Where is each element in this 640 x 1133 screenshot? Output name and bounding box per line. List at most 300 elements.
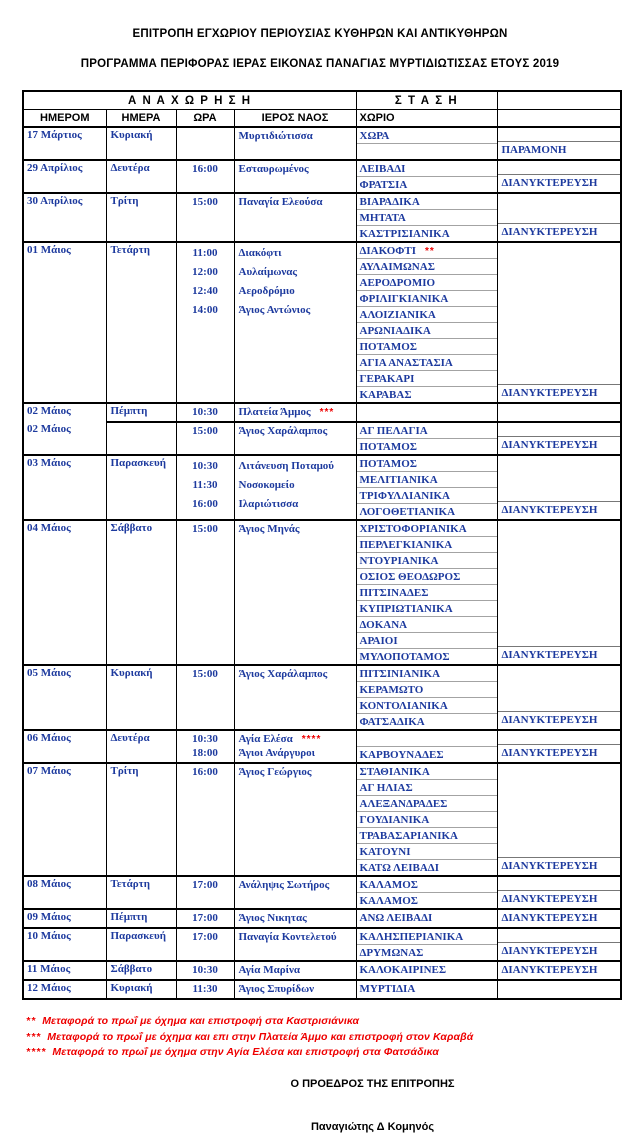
village-row (357, 225, 497, 241)
date-cell: 07 Μάιος (23, 763, 106, 876)
footnote (26, 1014, 640, 1030)
stay-status: ΔΙΑΝΥΚΤΕΡΕΥΣΗ (498, 890, 621, 908)
time-value: 14:00 (192, 304, 218, 316)
village-row (357, 521, 497, 536)
schedule-row (23, 909, 621, 928)
village-name: ΜΕΛΙΤΙΑΝΙΚΑ (359, 474, 438, 486)
village-row (357, 666, 497, 681)
schedule-row (23, 928, 621, 961)
village-row (357, 779, 497, 795)
time-cell (176, 422, 234, 455)
church-name (239, 129, 356, 143)
church-label: Άγιος Νικητας (238, 912, 307, 924)
date-cell: 12 Μάιος (23, 980, 106, 999)
village-cell (356, 961, 497, 980)
village-row (357, 274, 497, 290)
village-name: ΧΩΡΑ (359, 130, 390, 142)
village-cell (356, 928, 497, 961)
village-cell (356, 160, 497, 193)
date-cell: 01 Μάιος (23, 242, 106, 403)
footnotes-section (26, 1014, 640, 1061)
date-cell: 17 Μάρτιος (23, 127, 106, 160)
footnote-marker: **** (26, 1046, 47, 1058)
schedule-row (23, 665, 621, 730)
village-name: ΚΑΤΟΥΝΙ (359, 846, 411, 858)
church-name (239, 282, 356, 301)
church-name (239, 162, 356, 176)
footnote-text: Μεταφορά το πρωΐ με όχημα στην Αγία Ελέσα και επιστροφή στα Φατσάδικα (49, 1046, 439, 1058)
footnote (26, 1045, 640, 1061)
village-name: ΠΟΤΑΜΟΣ (359, 458, 417, 470)
village-name: ΠΟΤΑΜΟΣ (359, 441, 417, 453)
church-name (239, 263, 356, 282)
church-label: Αγία Μαρίνα (238, 964, 301, 976)
church-cell (234, 909, 356, 928)
village-name: ΑΓ ΗΛΙΑΣ (359, 782, 413, 794)
village-name: ΚΑΛΗΣΠΕΡΙΑΝΙΚΑ (359, 931, 464, 943)
church-cell (234, 961, 356, 980)
date-cell: 08 Μάιος (23, 876, 106, 909)
schedule-row (23, 520, 621, 665)
village-name: ΒΙΑΡΑΔΙΚΑ (359, 196, 420, 208)
village-row (357, 981, 497, 996)
stay-status: ΔΙΑΝΥΚΤΕΡΕΥΣΗ (498, 384, 621, 402)
village-row (357, 811, 497, 827)
day-cell: Τετάρτη (106, 876, 176, 909)
church-cell (234, 763, 356, 876)
village-row (357, 370, 497, 386)
village-row (357, 910, 497, 925)
stay-status: ΔΙΑΝΥΚΤΕΡΕΥΣΗ (498, 744, 621, 762)
village-name: ΑΛΕΞΑΝΔΡΑΔΕΣ (359, 798, 448, 810)
church-name (239, 405, 356, 419)
time-value: 10:30 (192, 460, 218, 472)
church-name (239, 476, 356, 495)
day-cell: Σάββατο (106, 520, 176, 665)
village-name: ΔΡΥΜΩΝΑΣ (359, 947, 424, 959)
header-empty-bottom (497, 110, 621, 128)
footnote-marker: ** (26, 1015, 37, 1027)
stay-cell (497, 909, 621, 928)
village-row (357, 258, 497, 274)
village-cell (356, 763, 497, 876)
church-label: Ιλαριώτισσα (238, 498, 299, 510)
village-cell (356, 242, 497, 403)
village-row (357, 552, 497, 568)
table-header (23, 91, 621, 127)
schedule-row (23, 193, 621, 242)
time-cell (176, 730, 234, 763)
village-row (357, 616, 497, 632)
village-row (357, 568, 497, 584)
church-name (239, 746, 356, 760)
church-label: Εσταυρωμένος (238, 163, 309, 175)
time-value: 17:00 (192, 912, 218, 924)
village-cell (356, 422, 497, 455)
church-cell (234, 422, 356, 455)
day-cell: Πέμπτη (106, 403, 176, 422)
day-cell: Κυριακή (106, 127, 176, 160)
church-cell (234, 730, 356, 763)
time-value: 15:00 (192, 668, 218, 680)
village-cell (356, 980, 497, 999)
village-row (357, 746, 497, 762)
village-row (357, 503, 497, 519)
village-row (357, 128, 497, 143)
day-cell: Τρίτη (106, 763, 176, 876)
village-name: ΔΙΑΚΟΦΤΙ (359, 245, 416, 257)
village-name: ΑΓ ΠΕΛΑΓΙΑ (359, 425, 428, 437)
village-name: ΚΟΝΤΟΛΙΑΝΙΚΑ (359, 700, 448, 712)
stay-status: ΔΙΑΝΥΚΤΕΡΕΥΣΗ (498, 942, 621, 960)
village-name: ΚΑΛΑΜΟΣ (359, 895, 418, 907)
date-cell: 05 Μάιος (23, 665, 106, 730)
time-cell (176, 980, 234, 999)
time-value: 16:00 (192, 766, 218, 778)
village-row (357, 713, 497, 729)
church-cell (234, 193, 356, 242)
village-name: ΤΡΙΦΥΛΛΙΑΝΙΚΑ (359, 490, 451, 502)
church-name (239, 878, 356, 892)
church-label: Αεροδρόμιο (238, 285, 295, 297)
footnote (26, 1030, 640, 1046)
date-cell: 06 Μάιος (23, 730, 106, 763)
time-cell (176, 520, 234, 665)
village-name: ΚΕΡΑΜΩΤΟ (359, 684, 424, 696)
stay-status: ΔΙΑΝΥΚΤΕΡΕΥΣΗ (501, 912, 598, 924)
church-name (239, 495, 356, 514)
village-name: ΑΥΛΑΙΜΩΝΑΣ (359, 261, 435, 273)
time-value: 12:40 (192, 285, 218, 297)
village-name: ΑΡΑΙΟΙ (359, 635, 398, 647)
village-name: ΑΛΟΙΖΙΑΝΙΚΑ (359, 309, 436, 321)
schedule-row (23, 763, 621, 876)
time-value: 11:30 (192, 479, 218, 491)
village-row (357, 322, 497, 338)
village-cell (356, 730, 497, 763)
program-title: ΠΡΟΓΡΑΜΜΑ ΠΕΡΙΦΟΡΑΣ ΙΕΡΑΣ ΕΙΚΟΝΑΣ ΠΑΝΑΓΙΑΣ ΜΥΡΤΙΔΙΩΤΙΣΣΑΣ ΕΤΟΥΣ 2019 (80, 58, 560, 70)
church-name (239, 911, 356, 925)
day-cell: Κυριακή (106, 980, 176, 999)
village-row (357, 290, 497, 306)
time-cell (176, 193, 234, 242)
village-name: ΦΑΤΣΑΔΙΚΑ (359, 716, 425, 728)
village-name: ΝΤΟΥΡΙΑΝΙΚΑ (359, 555, 439, 567)
column-header-row (23, 110, 621, 128)
day-cell: Τετάρτη (106, 242, 176, 403)
village-row (357, 386, 497, 402)
church-label: Άγιος Χαράλαμπος (238, 668, 328, 680)
time-cell (176, 763, 234, 876)
time-value: 10:30 (192, 733, 218, 745)
village-name: ΑΝΩ ΛΕΙΒΑΔΙ (359, 912, 433, 924)
schedule-row (23, 961, 621, 980)
church-cell (234, 876, 356, 909)
village-cell (356, 665, 497, 730)
church-name (239, 930, 356, 944)
village-row (357, 438, 497, 454)
column-time: ΩΡΑ (176, 110, 234, 128)
village-cell (356, 876, 497, 909)
village-row (357, 194, 497, 209)
village-row (357, 764, 497, 779)
time-cell (176, 242, 234, 403)
church-label: Άγιος Γεώργιος (238, 766, 312, 778)
time-value: 17:00 (192, 931, 218, 943)
time-cell (176, 403, 234, 422)
time-value: 16:00 (192, 498, 218, 510)
date-cell: 03 Μάιος (23, 455, 106, 520)
president-title: Ο ΠΡΟΕΔΡΟΣ ΤΗΣ ΕΠΙΤΡΟΠΗΣ (290, 1077, 455, 1090)
village-name: ΔΟΚΑΝΑ (359, 619, 408, 631)
time-cell (176, 665, 234, 730)
stay-cell (497, 520, 621, 665)
church-label: Πλατεία Άμμος (238, 406, 311, 418)
church-label: Άγιος Μηνάς (238, 523, 300, 535)
church-label: Άγιος Σπυρίδων (238, 983, 315, 995)
village-row (357, 161, 497, 176)
footnote-marker: *** (26, 1030, 42, 1043)
village-cell (356, 520, 497, 665)
village-row (357, 584, 497, 600)
village-row (357, 471, 497, 487)
group-header-row (23, 91, 621, 110)
church-label: Μυρτιδιώτισσα (238, 130, 313, 142)
stay-status: ΔΙΑΝΥΚΤΕΡΕΥΣΗ (498, 223, 621, 241)
church-cell (234, 455, 356, 520)
church-label: Αγία Ελέσα (238, 733, 293, 745)
day-cell (106, 422, 176, 455)
church-cell (234, 928, 356, 961)
church-cell (234, 127, 356, 160)
village-row (357, 877, 497, 892)
stay-cell (497, 876, 621, 909)
day-cell: Παρασκευή (106, 455, 176, 520)
church-cell (234, 242, 356, 403)
schedule-row (23, 403, 621, 422)
stay-cell (497, 127, 621, 160)
time-value: 17:00 (192, 879, 218, 891)
stay-cell (497, 160, 621, 193)
time-cell (176, 455, 234, 520)
church-label: Διακόφτι (238, 247, 282, 259)
time-value: 15:00 (192, 425, 218, 437)
village-name: ΠΙΤΣΙΝΑΔΕΣ (359, 587, 429, 599)
village-name: ΚΑΣΤΡΙΣΙΑΝΙΚΑ (359, 228, 450, 240)
village-name: ΛΕΙΒΑΔΙ (359, 163, 406, 175)
day-cell: Δευτέρα (106, 730, 176, 763)
village-row (357, 929, 497, 944)
schedule-body (23, 127, 621, 999)
schedule-row (23, 980, 621, 999)
footnote-marker: **** (301, 734, 322, 745)
village-name: ΚΑΡΑΒΑΣ (359, 389, 412, 401)
village-row (357, 600, 497, 616)
village-row (357, 681, 497, 697)
village-row (357, 962, 497, 977)
day-cell: Δευτέρα (106, 160, 176, 193)
village-row (357, 697, 497, 713)
signature-block (0, 1078, 640, 1133)
village-row (357, 827, 497, 843)
village-name: ΠΕΡΛΕΓΚΙΑΝΙΚΑ (359, 539, 453, 551)
village-name: ΦΡΙΛΙΓΚΙΑΝΙΚΑ (359, 293, 449, 305)
village-row (357, 243, 497, 258)
church-name (239, 457, 356, 476)
day-cell: Παρασκευή (106, 928, 176, 961)
church-name (239, 667, 356, 681)
church-name (239, 732, 356, 746)
stay-cell (497, 242, 621, 403)
church-name (239, 522, 356, 536)
village-name: ΚΑΡΒΟΥΝΑΔΕΣ (359, 749, 444, 761)
village-name: ΜΥΡΤΙΔΙΑ (359, 983, 416, 995)
village-row (357, 487, 497, 503)
village-row (357, 143, 497, 159)
village-name: ΑΡΩΝΙΑΔΙΚΑ (359, 325, 431, 337)
village-row (357, 354, 497, 370)
column-date: ΗΜΕΡΟΜ (23, 110, 106, 128)
stay-status: ΔΙΑΝΥΚΤΕΡΕΥΣΗ (498, 436, 621, 454)
time-value: 15:00 (192, 523, 218, 535)
day-cell: Σάββατο (106, 961, 176, 980)
village-row (357, 306, 497, 322)
stay-status: ΔΙΑΝΥΚΤΕΡΕΥΣΗ (498, 646, 621, 664)
village-cell (356, 127, 497, 160)
village-name: ΣΤΑΘΙΑΝΙΚΑ (359, 766, 430, 778)
village-row (357, 209, 497, 225)
stay-cell (497, 928, 621, 961)
column-church: ΙΕΡΟΣ ΝΑΟΣ (234, 110, 356, 128)
day-cell: Τρίτη (106, 193, 176, 242)
church-cell (234, 160, 356, 193)
stay-status: ΔΙΑΝΥΚΤΕΡΕΥΣΗ (498, 711, 621, 729)
time-value: 16:00 (192, 163, 218, 175)
stay-cell (497, 665, 621, 730)
stay-cell (497, 961, 621, 980)
schedule-row (23, 422, 621, 455)
time-cell (176, 928, 234, 961)
village-name: ΦΡΑΤΣΙΑ (359, 179, 408, 191)
church-label: Ανάληψις Σωτήρος (238, 879, 330, 891)
church-cell (234, 665, 356, 730)
day-cell: Πέμπτη (106, 909, 176, 928)
date-cell: 02 Μάιος (23, 403, 106, 422)
village-row (357, 795, 497, 811)
village-cell (356, 909, 497, 928)
stay-cell (497, 980, 621, 999)
column-day: ΗΜΕΡΑ (106, 110, 176, 128)
footnote-marker: *** (319, 407, 335, 418)
footnote-text: Μεταφορά το πρωΐ με όχημα και επιστροφή στα Καστρισιάνικα (39, 1015, 360, 1027)
village-row (357, 892, 497, 908)
village-name: ΚΥΠΡΙΩΤΙΑΝΙΚΑ (359, 603, 453, 615)
church-name (239, 195, 356, 209)
time-cell (176, 961, 234, 980)
schedule-table (22, 90, 622, 1000)
village-row (357, 423, 497, 438)
village-row (357, 648, 497, 664)
time-value: 18:00 (192, 747, 218, 759)
village-row (357, 176, 497, 192)
church-name (239, 244, 356, 263)
stay-cell (497, 763, 621, 876)
village-name: ΤΡΑΒΑΣΑΡΙΑΝΙΚΑ (359, 830, 458, 842)
stay-cell (497, 455, 621, 520)
time-cell (176, 876, 234, 909)
schedule-row (23, 127, 621, 160)
village-name: ΛΟΓΟΘΕΤΙΑΝΙΚΑ (359, 506, 456, 518)
village-name: ΓΟΥΔΙΑΝΙΚΑ (359, 814, 430, 826)
village-name: ΚΑΛΑΜΟΣ (359, 879, 418, 891)
village-cell (356, 403, 497, 422)
schedule-row (23, 730, 621, 763)
village-row (357, 859, 497, 875)
church-label: Λιτάνευση Ποταμού (238, 460, 335, 472)
church-label: Νοσοκομείο (238, 479, 295, 491)
time-value: 11:30 (192, 983, 218, 995)
church-label: Άγιοι Ανάργυροι (238, 747, 316, 759)
village-cell (356, 455, 497, 520)
stay-status: ΔΙΑΝΥΚΤΕΡΕΥΣΗ (498, 857, 621, 875)
time-value: 15:00 (192, 196, 218, 208)
church-name (239, 963, 356, 977)
village-row (357, 338, 497, 354)
village-name: ΑΓΙΑ ΑΝΑΣΤΑΣΙΑ (359, 357, 453, 369)
stay-status: ΔΙΑΝΥΚΤΕΡΕΥΣΗ (498, 174, 621, 192)
church-name (239, 301, 356, 320)
header-empty-top (497, 91, 621, 110)
stay-status: ΠΑΡΑΜΟΝΗ (498, 141, 621, 159)
column-village: ΧΩΡΙΟ (356, 110, 497, 128)
village-row (357, 731, 497, 746)
time-value: 11:00 (192, 247, 218, 259)
village-row (357, 632, 497, 648)
time-value: 12:00 (192, 266, 218, 278)
village-row (357, 456, 497, 471)
stay-cell (497, 422, 621, 455)
stay-cell (497, 730, 621, 763)
church-label: Άγιος Χαράλαμπος (238, 425, 328, 437)
village-name: ΠΙΤΣΙΝΙΑΝΙΚΑ (359, 668, 441, 680)
village-name: ΜΗΤΑΤΑ (359, 212, 406, 224)
president-name: Παναγιώτης Δ Κομηνός (310, 1120, 435, 1133)
village-name: ΜΥΛΟΠΟΤΑΜΟΣ (359, 651, 450, 663)
committee-title: ΕΠΙΤΡΟΠΗ ΕΓΧΩΡΙΟΥ ΠΕΡΙΟΥΣΙΑΣ ΚΥΘΗΡΩΝ ΚΑΙ ΑΝΤΙΚΥΘΗΡΩΝ (132, 28, 508, 40)
village-name: ΑΕΡΟΔΡΟΜΙΟ (359, 277, 436, 289)
church-name (239, 424, 356, 438)
date-cell: 11 Μάιος (23, 961, 106, 980)
village-row (357, 843, 497, 859)
church-label: Παναγία Κοντελετού (238, 931, 337, 943)
date-cell: 30 Απρίλιος (23, 193, 106, 242)
village-name: ΠΟΤΑΜΟΣ (359, 341, 417, 353)
schedule-row (23, 160, 621, 193)
church-name (239, 765, 356, 779)
date-cell: 09 Μάιος (23, 909, 106, 928)
church-cell (234, 980, 356, 999)
date-cell: 02 Μάιος (23, 422, 106, 455)
village-name: ΓΕΡΑΚΑΡΙ (359, 373, 415, 385)
church-label: Αυλαίμωνας (238, 266, 298, 278)
time-cell (176, 127, 234, 160)
village-name: ΧΡΙΣΤΟΦΟΡΙΑΝΙΚΑ (359, 523, 467, 535)
stay-status: ΔΙΑΝΥΚΤΕΡΕΥΣΗ (501, 964, 598, 976)
village-name: ΚΑΛΟΚΑΙΡΙΝΕΣ (359, 964, 447, 976)
village-row (357, 536, 497, 552)
footnote-text: Μεταφορά το πρωΐ με όχημα και επι στην Πλατεία Άμμο και επιστροφή στον Καραβά (44, 1030, 474, 1043)
time-cell (176, 909, 234, 928)
